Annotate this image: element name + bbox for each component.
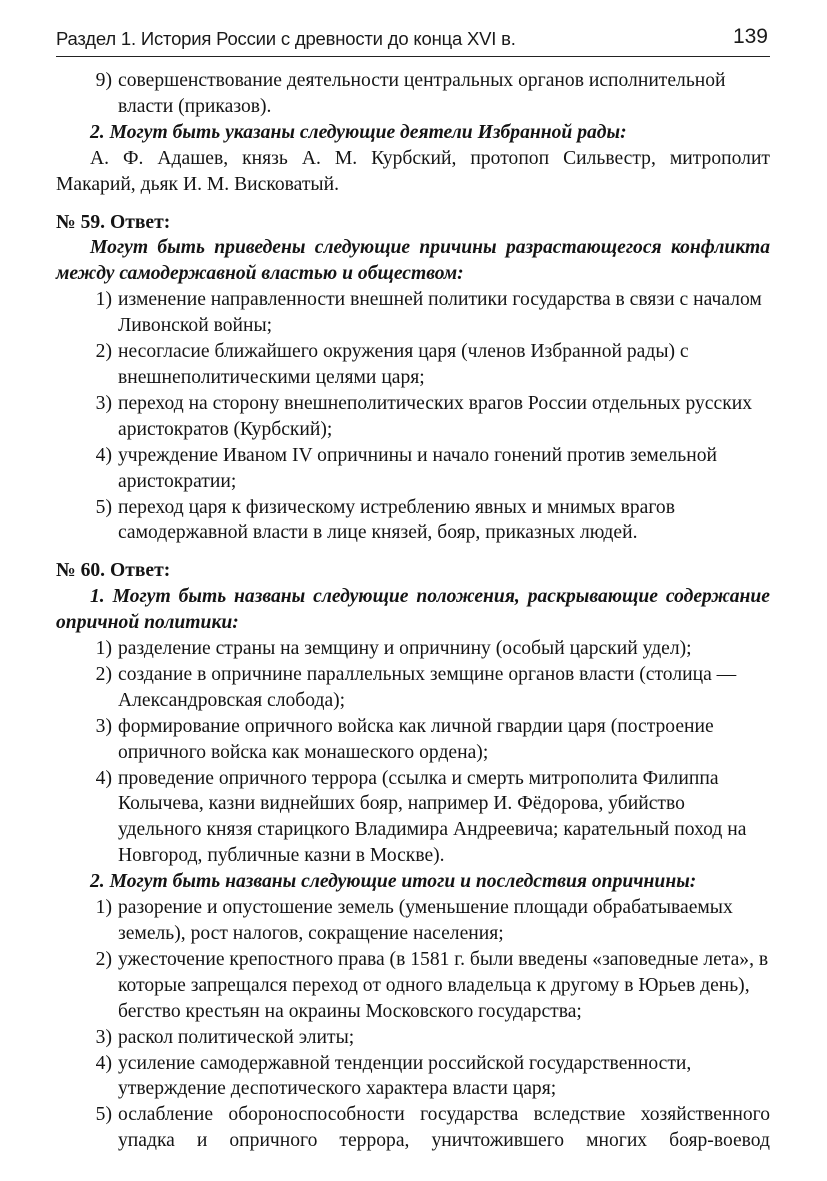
item-number: 2) <box>95 341 112 363</box>
list-item <box>56 1025 770 1051</box>
item-text: разделение страны на земщину и опричнину (особый царский удел); <box>118 638 692 660</box>
answer-intro: Могут быть приведены следующие причины разрастающегося конфликта между самодержавной властью и обществом: <box>56 237 770 285</box>
item-number: 1) <box>95 638 112 660</box>
list-item <box>56 766 770 870</box>
item-number: 2) <box>95 663 112 685</box>
list-item <box>56 495 770 547</box>
item-number: 3) <box>95 1026 112 1048</box>
item-text: совершенствование деятельности центральных органов исполнительной власти (приказов). <box>118 70 726 117</box>
item-text: изменение направленности внешней политики государства в связи с началом Ливонской войны; <box>118 289 762 337</box>
item-number: 5) <box>95 1104 112 1126</box>
item-text: создание в опричнине параллельных земщине органов власти (столица — Александровская слобода); <box>118 663 737 711</box>
item-number: 3) <box>95 392 112 414</box>
item-text: разорение и опустошение земель (уменьшение площади обрабатываемых земель), рост налогов, сокращение населения; <box>118 897 733 944</box>
paragraph: А. Ф. Адашев, князь А. М. Курбский, протопоп Сильвестр, митрополит Макарий, дьяк И. М. Висковатый. <box>56 147 770 195</box>
list-item <box>56 714 770 766</box>
list-item <box>56 1102 770 1154</box>
item-number: 4) <box>95 767 112 789</box>
list-60-1 <box>56 636 770 869</box>
item-number: 4) <box>95 1052 112 1074</box>
item-number: 1) <box>95 289 112 311</box>
answer-heading-60: № 60. Ответ: <box>56 560 171 582</box>
item-text: несогласие ближайшего окружения царя (членов Избранной рады) с внешнеполитическими целями царя; <box>118 341 689 388</box>
list-item <box>56 947 770 1025</box>
item-text: формирование опричного войска как личной гвардии царя (построение опричного войска как монашеского ордена); <box>118 715 714 763</box>
running-header <box>56 22 770 57</box>
item-text: переход царя к физическому истреблению явных и мнимых врагов самодержавной власти в лице князей, бояр, приказных людей. <box>118 496 675 544</box>
item-number: 4) <box>95 444 112 466</box>
item-text: ужесточение крепостного права (в 1581 г. были введены «заповедные лета», в которые запрещался переход от одного владельца к другому в Юрьев день), бегство крестьян на окраины Московского государства; <box>118 948 769 1022</box>
list-item <box>56 339 770 391</box>
list-item <box>56 662 770 714</box>
list-item <box>56 636 770 662</box>
item-number: 2) <box>95 948 112 970</box>
list-item <box>56 68 770 120</box>
list-item <box>56 443 770 495</box>
item-text: учреждение Иваном IV опричнины и начало гонений против земельной аристократии; <box>118 444 718 492</box>
list-59 <box>56 287 770 546</box>
answer-heading-59: № 59. Ответ: <box>56 211 171 233</box>
item-text: проведение опричного террора (ссылка и смерть митрополита Филиппа Колычева, казни виднейших бояр, например И. Фёдорова, убийство удельного князя старицкого Владимира Андреевича; карательный поход на Новгород, публичные казни в Москве). <box>118 767 747 867</box>
list-60-2 <box>56 895 770 1154</box>
answer-intro: 1. Могут быть названы следующие положения, раскрывающие содержание опричной политики: <box>56 586 770 634</box>
list-item <box>56 1051 770 1103</box>
item-number: 5) <box>95 496 112 518</box>
page-number: 139 <box>732 25 768 48</box>
list-item <box>56 895 770 947</box>
subheading: 2. Могут быть названы следующие итоги и последствия опричнины: <box>90 871 697 893</box>
item-number: 3) <box>95 715 112 737</box>
section-title: Раздел 1. История России с древности до конца XVI в. <box>56 28 516 49</box>
item-text: усиление самодержавной тенденции российской государственности, утверждение деспотического характера власти царя; <box>118 1052 692 1100</box>
page-content <box>56 68 770 1154</box>
item-number: 1) <box>95 897 112 919</box>
subheading: 2. Могут быть указаны следующие деятели Избранной рады: <box>90 121 627 143</box>
item-text: раскол политической элиты; <box>118 1026 355 1048</box>
item-number: 9) <box>95 70 112 91</box>
item-text: переход на сторону внешнеполитических врагов России отдельных русских аристократов (Курбский); <box>118 392 752 440</box>
item-text: ослабление обороноспособности государства вследствие хозяйственного упадка и опричного террора, уничтожившего многих бояр-воевод <box>118 1104 770 1152</box>
list-item <box>56 391 770 443</box>
book-page <box>56 22 770 1154</box>
list-item <box>56 287 770 339</box>
